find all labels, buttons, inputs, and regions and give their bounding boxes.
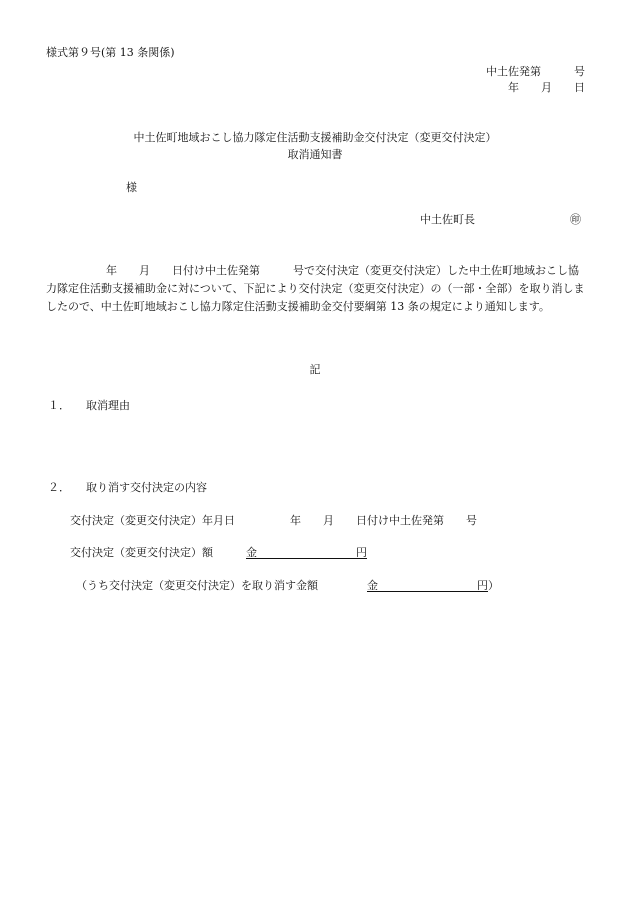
grant-decision-date-line: 交付決定（変更交付決定）年月日 年 月 日付け中土佐発第 号 (70, 514, 477, 527)
issue-date: 年 月 日 (508, 81, 585, 94)
cancel-amount-value: 金 円 (367, 579, 488, 592)
record-label: 記 (309, 363, 321, 376)
document-number: 中土佐発第 号 (486, 65, 585, 78)
form-number: 様式第９号(第 13 条関係) (46, 46, 175, 59)
section-2-number: ２． (48, 481, 70, 494)
title-line-2: 取消通知書 (287, 148, 343, 161)
cancel-amount-label: （うち交付決定（変更交付決定）を取り消す金額 (76, 579, 318, 592)
section-2-title: 取り消す交付決定の内容 (86, 481, 207, 494)
grant-amount-label: 交付決定（変更交付決定）額 (70, 546, 213, 559)
seal-mark: ㊞ (570, 213, 581, 226)
sender-title: 中土佐町長 (420, 213, 475, 226)
body-paragraph: 年 月 日付け中土佐発第 号で交付決定（変更交付決定）した中土佐町地域おこし協力隊定住活動支援補助金に対について、下記により交付決定（変更交付決定）の（一部・全部）を取り消しましたので、中土佐町地域おこし協力隊定住活動支援補助金交付要綱第 13 条の規定により通知します。 (46, 264, 585, 313)
title-line-1: 中土佐町地域おこし協力隊定住活動支援補助金交付決定（変更交付決定） (133, 131, 497, 144)
addressee-honorific: 様 (126, 181, 137, 194)
section-1-number: １． (48, 399, 70, 412)
grant-amount-value: 金 円 (246, 546, 367, 559)
cancel-amount-close-paren: ） (488, 579, 499, 592)
section-1-title: 取消理由 (86, 399, 130, 412)
